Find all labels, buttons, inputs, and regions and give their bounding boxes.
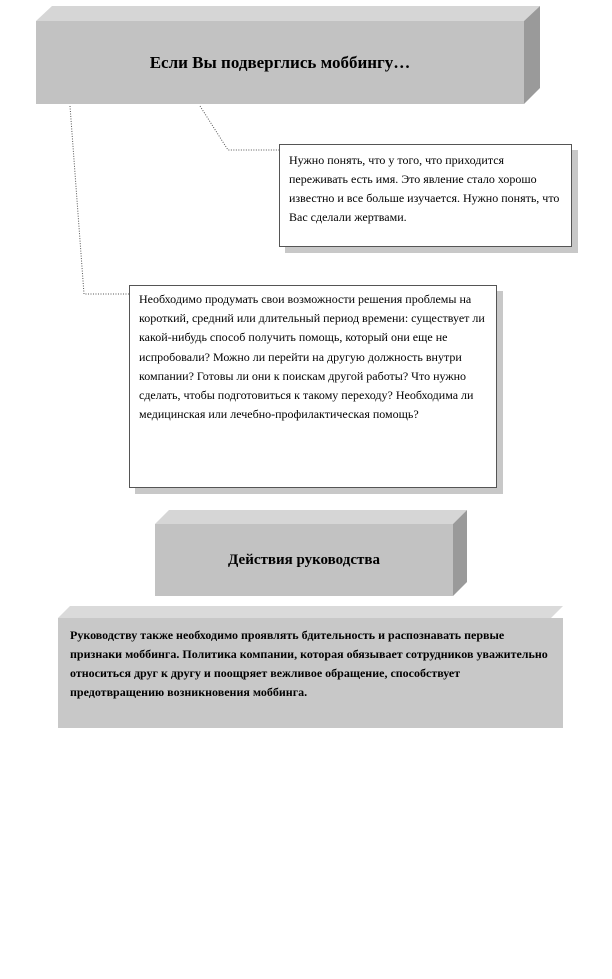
header-box-management	[155, 510, 467, 598]
management-actions-block	[58, 606, 563, 728]
header-box-top-face	[36, 6, 540, 21]
connector-to-callout-name	[200, 106, 279, 150]
header-box-mobbing	[36, 6, 540, 106]
callout-consider-options	[129, 285, 497, 488]
header-box-side-face	[453, 510, 467, 596]
connector-to-callout-options	[70, 106, 129, 294]
callout-options-text: Необходимо продумать свои возможности решения проблемы на короткий, средний или длительный период времени: существует ли какой-нибудь способ получить помощь, который они еще не испробовали? Можно ли перейти на другую должность внутри компании? Готовы ли они к поискам другой работы? Что нужно сделать, чтобы подготовиться к такому переходу? Необходима ли медицинская или лечебно-профилактическая помощь?	[139, 292, 485, 422]
management-block-text: Руководству также необходимо проявлять бдительность и распознавать первые признаки моббинга. Политика компании, которая обязывает сотрудников уважительно относиться друг к другу и поощряет вежливое обращение, способствует предотвращению возникновения моббинга.	[58, 618, 563, 728]
header-title: Если Вы подверглись моббингу…	[36, 21, 524, 104]
header-box-top-face	[155, 510, 467, 524]
callout-name-the-problem	[279, 144, 572, 247]
management-block-top-face	[58, 606, 563, 618]
header-box-side-face	[524, 6, 540, 104]
callout-name-text: Нужно понять, что у того, что приходится переживать есть имя. Это явление стало хорошо известно и все больше изучается. Нужно понять, что Вас сделали жертвами.	[289, 153, 560, 224]
management-header-title: Действия руководства	[155, 524, 453, 596]
